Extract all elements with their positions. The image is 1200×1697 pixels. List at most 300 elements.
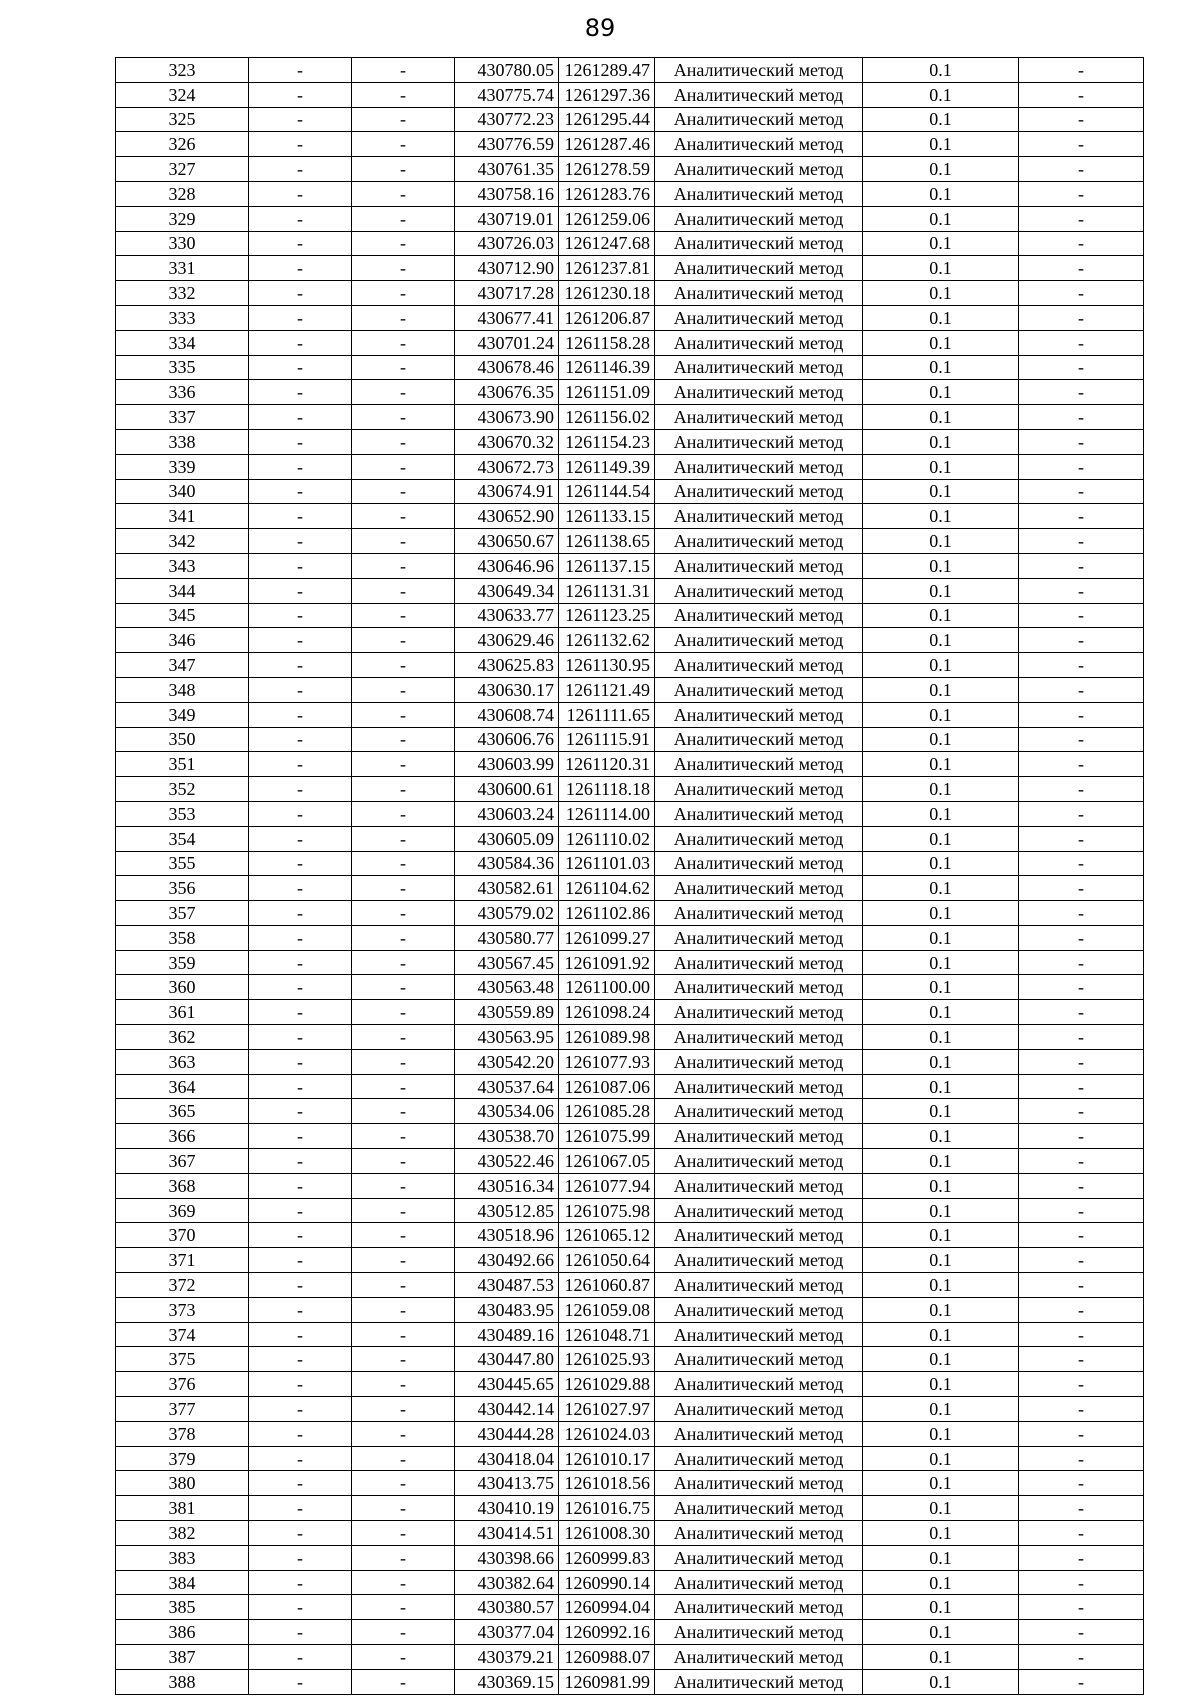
- method: Аналитический метод: [655, 529, 863, 554]
- cell-dash-1: -: [249, 1347, 352, 1372]
- method: Аналитический метод: [655, 231, 863, 256]
- coord-x: 430410.19: [455, 1496, 559, 1521]
- cell-dash-3: -: [1019, 1372, 1144, 1397]
- cell-dash-2: -: [352, 405, 455, 430]
- cell-dash-2: -: [352, 1421, 455, 1446]
- point-number: 324: [116, 82, 249, 107]
- method: Аналитический метод: [655, 1421, 863, 1446]
- cell-dash-3: -: [1019, 1173, 1144, 1198]
- cell-dash-3: -: [1019, 975, 1144, 1000]
- cell-dash-2: -: [352, 752, 455, 777]
- cell-dash-3: -: [1019, 405, 1144, 430]
- table-row: [116, 529, 1144, 554]
- cell-dash-2: -: [352, 132, 455, 157]
- coord-x: 430534.06: [455, 1099, 559, 1124]
- coord-x: 430369.15: [455, 1669, 559, 1694]
- cell-dash-3: -: [1019, 355, 1144, 380]
- coord-x: 430538.70: [455, 1124, 559, 1149]
- table-row: [116, 1149, 1144, 1174]
- cell-dash-2: -: [352, 1025, 455, 1050]
- point-number: 363: [116, 1049, 249, 1074]
- point-number: 356: [116, 876, 249, 901]
- cell-dash-1: -: [249, 1025, 352, 1050]
- accuracy: 0.1: [863, 826, 1019, 851]
- accuracy: 0.1: [863, 454, 1019, 479]
- cell-dash-1: -: [249, 82, 352, 107]
- accuracy: 0.1: [863, 876, 1019, 901]
- cell-dash-3: -: [1019, 677, 1144, 702]
- method: Аналитический метод: [655, 132, 863, 157]
- coord-y: 1261027.97: [559, 1397, 655, 1422]
- method: Аналитический метод: [655, 1025, 863, 1050]
- point-number: 328: [116, 181, 249, 206]
- coord-x: 430652.90: [455, 504, 559, 529]
- point-number: 325: [116, 107, 249, 132]
- cell-dash-1: -: [249, 677, 352, 702]
- table-row: [116, 157, 1144, 182]
- point-number: 385: [116, 1595, 249, 1620]
- coord-y: 1261110.02: [559, 826, 655, 851]
- point-number: 332: [116, 281, 249, 306]
- cell-dash-2: -: [352, 1669, 455, 1694]
- method: Аналитический метод: [655, 429, 863, 454]
- cell-dash-1: -: [249, 851, 352, 876]
- point-number: 347: [116, 653, 249, 678]
- cell-dash-1: -: [249, 1099, 352, 1124]
- cell-dash-1: -: [249, 1570, 352, 1595]
- cell-dash-2: -: [352, 801, 455, 826]
- coord-y: 1261101.03: [559, 851, 655, 876]
- cell-dash-1: -: [249, 1049, 352, 1074]
- point-number: 353: [116, 801, 249, 826]
- coord-x: 430559.89: [455, 1000, 559, 1025]
- table-row: [116, 1322, 1144, 1347]
- method: Аналитический метод: [655, 925, 863, 950]
- point-number: 327: [116, 157, 249, 182]
- accuracy: 0.1: [863, 1198, 1019, 1223]
- accuracy: 0.1: [863, 653, 1019, 678]
- method: Аналитический метод: [655, 1669, 863, 1694]
- coord-x: 430444.28: [455, 1421, 559, 1446]
- accuracy: 0.1: [863, 727, 1019, 752]
- cell-dash-1: -: [249, 1297, 352, 1322]
- cell-dash-3: -: [1019, 281, 1144, 306]
- coord-y: 1260990.14: [559, 1570, 655, 1595]
- table-row: [116, 826, 1144, 851]
- coord-y: 1261075.99: [559, 1124, 655, 1149]
- accuracy: 0.1: [863, 1595, 1019, 1620]
- cell-dash-2: -: [352, 1372, 455, 1397]
- point-number: 344: [116, 578, 249, 603]
- coord-y: 1261237.81: [559, 256, 655, 281]
- cell-dash-2: -: [352, 107, 455, 132]
- table-row: [116, 1347, 1144, 1372]
- cell-dash-3: -: [1019, 1446, 1144, 1471]
- cell-dash-1: -: [249, 1124, 352, 1149]
- accuracy: 0.1: [863, 58, 1019, 83]
- coord-y: 1261050.64: [559, 1248, 655, 1273]
- cell-dash-3: -: [1019, 628, 1144, 653]
- accuracy: 0.1: [863, 1372, 1019, 1397]
- coord-y: 1261121.49: [559, 677, 655, 702]
- accuracy: 0.1: [863, 1049, 1019, 1074]
- cell-dash-1: -: [249, 1223, 352, 1248]
- coord-x: 430537.64: [455, 1074, 559, 1099]
- point-number: 348: [116, 677, 249, 702]
- cell-dash-3: -: [1019, 1273, 1144, 1298]
- method: Аналитический метод: [655, 405, 863, 430]
- accuracy: 0.1: [863, 132, 1019, 157]
- table-row: [116, 1049, 1144, 1074]
- coord-y: 1260994.04: [559, 1595, 655, 1620]
- cell-dash-3: -: [1019, 330, 1144, 355]
- cell-dash-3: -: [1019, 1297, 1144, 1322]
- cell-dash-1: -: [249, 1198, 352, 1223]
- table-row: [116, 1273, 1144, 1298]
- cell-dash-3: -: [1019, 1545, 1144, 1570]
- cell-dash-3: -: [1019, 305, 1144, 330]
- table-row: [116, 231, 1144, 256]
- method: Аналитический метод: [655, 702, 863, 727]
- point-number: 362: [116, 1025, 249, 1050]
- cell-dash-1: -: [249, 405, 352, 430]
- method: Аналитический метод: [655, 1347, 863, 1372]
- coord-x: 430603.99: [455, 752, 559, 777]
- cell-dash-3: -: [1019, 1223, 1144, 1248]
- cell-dash-1: -: [249, 925, 352, 950]
- cell-dash-2: -: [352, 1173, 455, 1198]
- table-row: [116, 1471, 1144, 1496]
- cell-dash-3: -: [1019, 1496, 1144, 1521]
- cell-dash-3: -: [1019, 58, 1144, 83]
- coord-y: 1261008.30: [559, 1521, 655, 1546]
- point-number: 357: [116, 901, 249, 926]
- coord-x: 430442.14: [455, 1397, 559, 1422]
- accuracy: 0.1: [863, 281, 1019, 306]
- coord-y: 1261138.65: [559, 529, 655, 554]
- cell-dash-3: -: [1019, 1347, 1144, 1372]
- point-number: 334: [116, 330, 249, 355]
- method: Аналитический метод: [655, 281, 863, 306]
- table-row: [116, 305, 1144, 330]
- cell-dash-2: -: [352, 1223, 455, 1248]
- method: Аналитический метод: [655, 1521, 863, 1546]
- cell-dash-2: -: [352, 1273, 455, 1298]
- table-row: [116, 628, 1144, 653]
- coord-x: 430608.74: [455, 702, 559, 727]
- cell-dash-3: -: [1019, 876, 1144, 901]
- method: Аналитический метод: [655, 950, 863, 975]
- accuracy: 0.1: [863, 355, 1019, 380]
- cell-dash-2: -: [352, 1248, 455, 1273]
- point-number: 326: [116, 132, 249, 157]
- cell-dash-2: -: [352, 628, 455, 653]
- table-row: [116, 206, 1144, 231]
- table-row: [116, 380, 1144, 405]
- method: Аналитический метод: [655, 1595, 863, 1620]
- point-number: 360: [116, 975, 249, 1000]
- accuracy: 0.1: [863, 553, 1019, 578]
- cell-dash-3: -: [1019, 1421, 1144, 1446]
- accuracy: 0.1: [863, 1620, 1019, 1645]
- point-number: 343: [116, 553, 249, 578]
- cell-dash-2: -: [352, 330, 455, 355]
- point-number: 371: [116, 1248, 249, 1273]
- point-number: 376: [116, 1372, 249, 1397]
- accuracy: 0.1: [863, 702, 1019, 727]
- coord-x: 430522.46: [455, 1149, 559, 1174]
- table-row: [116, 1446, 1144, 1471]
- cell-dash-2: -: [352, 826, 455, 851]
- cell-dash-2: -: [352, 1471, 455, 1496]
- point-number: 342: [116, 529, 249, 554]
- coord-y: 1261067.05: [559, 1149, 655, 1174]
- cell-dash-3: -: [1019, 1248, 1144, 1273]
- cell-dash-1: -: [249, 132, 352, 157]
- cell-dash-1: -: [249, 578, 352, 603]
- accuracy: 0.1: [863, 1273, 1019, 1298]
- method: Аналитический метод: [655, 901, 863, 926]
- table-row: [116, 1248, 1144, 1273]
- coord-y: 1261130.95: [559, 653, 655, 678]
- accuracy: 0.1: [863, 1223, 1019, 1248]
- cell-dash-2: -: [352, 727, 455, 752]
- coord-y: 1261025.93: [559, 1347, 655, 1372]
- accuracy: 0.1: [863, 677, 1019, 702]
- coord-y: 1261111.65: [559, 702, 655, 727]
- table-row: [116, 975, 1144, 1000]
- cell-dash-1: -: [249, 1074, 352, 1099]
- table-row: [116, 330, 1144, 355]
- coord-x: 430672.73: [455, 454, 559, 479]
- point-number: 350: [116, 727, 249, 752]
- coord-y: 1261016.75: [559, 1496, 655, 1521]
- coord-y: 1261118.18: [559, 777, 655, 802]
- accuracy: 0.1: [863, 330, 1019, 355]
- cell-dash-2: -: [352, 975, 455, 1000]
- cell-dash-2: -: [352, 603, 455, 628]
- coord-y: 1261087.06: [559, 1074, 655, 1099]
- point-number: 372: [116, 1273, 249, 1298]
- method: Аналитический метод: [655, 628, 863, 653]
- cell-dash-2: -: [352, 1620, 455, 1645]
- cell-dash-3: -: [1019, 1397, 1144, 1422]
- table-row: [116, 1099, 1144, 1124]
- table-row: [116, 1124, 1144, 1149]
- accuracy: 0.1: [863, 1149, 1019, 1174]
- coord-y: 1260999.83: [559, 1545, 655, 1570]
- accuracy: 0.1: [863, 1000, 1019, 1025]
- point-number: 340: [116, 479, 249, 504]
- table-row: [116, 454, 1144, 479]
- coord-x: 430758.16: [455, 181, 559, 206]
- method: Аналитический метод: [655, 975, 863, 1000]
- point-number: 366: [116, 1124, 249, 1149]
- table-row: [116, 578, 1144, 603]
- coord-x: 430701.24: [455, 330, 559, 355]
- table-row: [116, 256, 1144, 281]
- accuracy: 0.1: [863, 1074, 1019, 1099]
- coord-x: 430582.61: [455, 876, 559, 901]
- coord-x: 430649.34: [455, 578, 559, 603]
- cell-dash-3: -: [1019, 429, 1144, 454]
- table-row: [116, 504, 1144, 529]
- point-number: 349: [116, 702, 249, 727]
- coord-y: 1260981.99: [559, 1669, 655, 1694]
- table-row: [116, 1173, 1144, 1198]
- method: Аналитический метод: [655, 107, 863, 132]
- coord-x: 430580.77: [455, 925, 559, 950]
- cell-dash-1: -: [249, 157, 352, 182]
- coord-x: 430377.04: [455, 1620, 559, 1645]
- cell-dash-1: -: [249, 1645, 352, 1670]
- coord-y: 1261077.94: [559, 1173, 655, 1198]
- cell-dash-1: -: [249, 355, 352, 380]
- table-row: [116, 355, 1144, 380]
- coord-x: 430726.03: [455, 231, 559, 256]
- point-number: 370: [116, 1223, 249, 1248]
- method: Аналитический метод: [655, 1099, 863, 1124]
- method: Аналитический метод: [655, 1124, 863, 1149]
- table-row: [116, 281, 1144, 306]
- table-row: [116, 603, 1144, 628]
- coord-x: 430717.28: [455, 281, 559, 306]
- accuracy: 0.1: [863, 1099, 1019, 1124]
- accuracy: 0.1: [863, 1471, 1019, 1496]
- coord-y: 1261283.76: [559, 181, 655, 206]
- table-row: [116, 107, 1144, 132]
- coord-y: 1261132.62: [559, 628, 655, 653]
- table-row: [116, 1595, 1144, 1620]
- cell-dash-2: -: [352, 1099, 455, 1124]
- coord-y: 1261131.31: [559, 578, 655, 603]
- table-row: [116, 429, 1144, 454]
- cell-dash-3: -: [1019, 727, 1144, 752]
- cell-dash-1: -: [249, 1248, 352, 1273]
- cell-dash-1: -: [249, 1545, 352, 1570]
- point-number: 338: [116, 429, 249, 454]
- cell-dash-1: -: [249, 1669, 352, 1694]
- coord-y: 1261287.46: [559, 132, 655, 157]
- coord-x: 430712.90: [455, 256, 559, 281]
- cell-dash-2: -: [352, 1645, 455, 1670]
- method: Аналитический метод: [655, 1173, 863, 1198]
- table-row: [116, 677, 1144, 702]
- coord-x: 430584.36: [455, 851, 559, 876]
- accuracy: 0.1: [863, 305, 1019, 330]
- table-row: [116, 777, 1144, 802]
- table-row: [116, 727, 1144, 752]
- point-number: 358: [116, 925, 249, 950]
- accuracy: 0.1: [863, 1297, 1019, 1322]
- table-row: [116, 1074, 1144, 1099]
- accuracy: 0.1: [863, 429, 1019, 454]
- cell-dash-2: -: [352, 1124, 455, 1149]
- coord-x: 430606.76: [455, 727, 559, 752]
- table-row: [116, 925, 1144, 950]
- point-number: 374: [116, 1322, 249, 1347]
- method: Аналитический метод: [655, 1645, 863, 1670]
- method: Аналитический метод: [655, 380, 863, 405]
- accuracy: 0.1: [863, 1421, 1019, 1446]
- method: Аналитический метод: [655, 454, 863, 479]
- accuracy: 0.1: [863, 901, 1019, 926]
- coord-y: 1261029.88: [559, 1372, 655, 1397]
- table-row: [116, 1545, 1144, 1570]
- point-number: 381: [116, 1496, 249, 1521]
- cell-dash-1: -: [249, 553, 352, 578]
- table-row: [116, 752, 1144, 777]
- method: Аналитический метод: [655, 1322, 863, 1347]
- cell-dash-1: -: [249, 1149, 352, 1174]
- method: Аналитический метод: [655, 1000, 863, 1025]
- point-number: 386: [116, 1620, 249, 1645]
- cell-dash-1: -: [249, 826, 352, 851]
- cell-dash-2: -: [352, 479, 455, 504]
- cell-dash-1: -: [249, 256, 352, 281]
- cell-dash-2: -: [352, 429, 455, 454]
- table-row: [116, 1496, 1144, 1521]
- cell-dash-3: -: [1019, 1322, 1144, 1347]
- coord-x: 430761.35: [455, 157, 559, 182]
- accuracy: 0.1: [863, 1124, 1019, 1149]
- coord-y: 1261133.15: [559, 504, 655, 529]
- coord-y: 1261075.98: [559, 1198, 655, 1223]
- cell-dash-1: -: [249, 305, 352, 330]
- method: Аналитический метод: [655, 206, 863, 231]
- accuracy: 0.1: [863, 801, 1019, 826]
- coord-x: 430633.77: [455, 603, 559, 628]
- accuracy: 0.1: [863, 479, 1019, 504]
- point-number: 364: [116, 1074, 249, 1099]
- table-row: [116, 132, 1144, 157]
- coord-y: 1261247.68: [559, 231, 655, 256]
- coord-x: 430650.67: [455, 529, 559, 554]
- point-number: 368: [116, 1173, 249, 1198]
- point-number: 365: [116, 1099, 249, 1124]
- cell-dash-1: -: [249, 801, 352, 826]
- cell-dash-1: -: [249, 1421, 352, 1446]
- cell-dash-1: -: [249, 1496, 352, 1521]
- table-row: [116, 801, 1144, 826]
- table-row: [116, 901, 1144, 926]
- method: Аналитический метод: [655, 1372, 863, 1397]
- cell-dash-2: -: [352, 1000, 455, 1025]
- method: Аналитический метод: [655, 653, 863, 678]
- coord-x: 430380.57: [455, 1595, 559, 1620]
- coord-x: 430567.45: [455, 950, 559, 975]
- cell-dash-3: -: [1019, 851, 1144, 876]
- coord-y: 1261077.93: [559, 1049, 655, 1074]
- point-number: 388: [116, 1669, 249, 1694]
- cell-dash-1: -: [249, 1000, 352, 1025]
- table-row: [116, 1620, 1144, 1645]
- cell-dash-3: -: [1019, 1025, 1144, 1050]
- accuracy: 0.1: [863, 1347, 1019, 1372]
- method: Аналитический метод: [655, 578, 863, 603]
- cell-dash-2: -: [352, 1570, 455, 1595]
- coord-x: 430600.61: [455, 777, 559, 802]
- cell-dash-2: -: [352, 553, 455, 578]
- table-row: [116, 405, 1144, 430]
- method: Аналитический метод: [655, 330, 863, 355]
- point-number: 329: [116, 206, 249, 231]
- method: Аналитический метод: [655, 801, 863, 826]
- cell-dash-2: -: [352, 677, 455, 702]
- cell-dash-1: -: [249, 777, 352, 802]
- coord-y: 1261059.08: [559, 1297, 655, 1322]
- method: Аналитический метод: [655, 1397, 863, 1422]
